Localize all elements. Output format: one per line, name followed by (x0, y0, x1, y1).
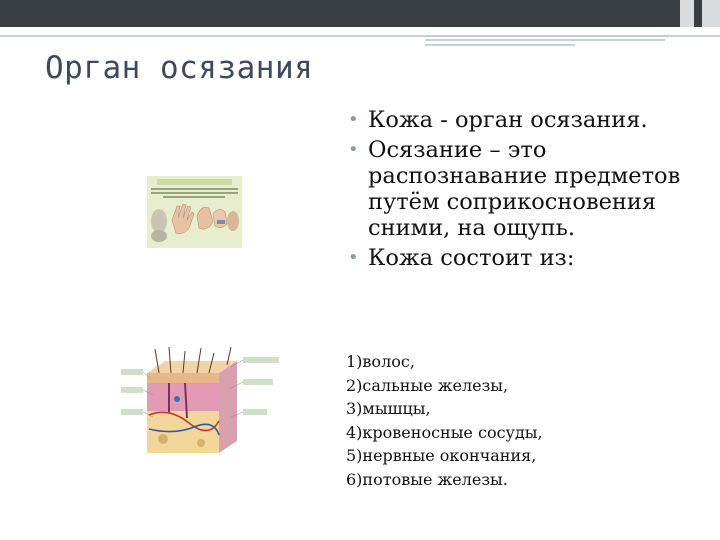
bullet-item: • Кожа состоит из: (344, 245, 714, 271)
slide-top-accent-gap (694, 0, 702, 27)
list-item: 6)потовые железы. (346, 469, 508, 489)
slide-top-bar (0, 0, 720, 27)
list-item: 1)волос, (346, 352, 415, 371)
skin-components-list (346, 350, 543, 491)
touch-illustration-image (147, 176, 242, 248)
list-item: 3)мышцы, (346, 399, 431, 418)
bullet-item: • Кожа - орган осязания. (344, 107, 714, 133)
decor-line (425, 39, 665, 41)
list-item: 4)кровеносные сосуды, (346, 422, 543, 442)
skin-structure-diagram (119, 343, 281, 455)
bullet-item: • Осязание – это распознавание предметов путём соприкосновения сними, на ощупь. (344, 137, 714, 241)
slide-title: Орган осязания (45, 50, 314, 86)
list-item: 5)нервные окончания, (346, 446, 537, 465)
list-item: 2)сальные железы, (346, 375, 509, 395)
bullet-list (344, 107, 714, 275)
decor-line (0, 35, 720, 37)
decor-line (425, 44, 575, 46)
